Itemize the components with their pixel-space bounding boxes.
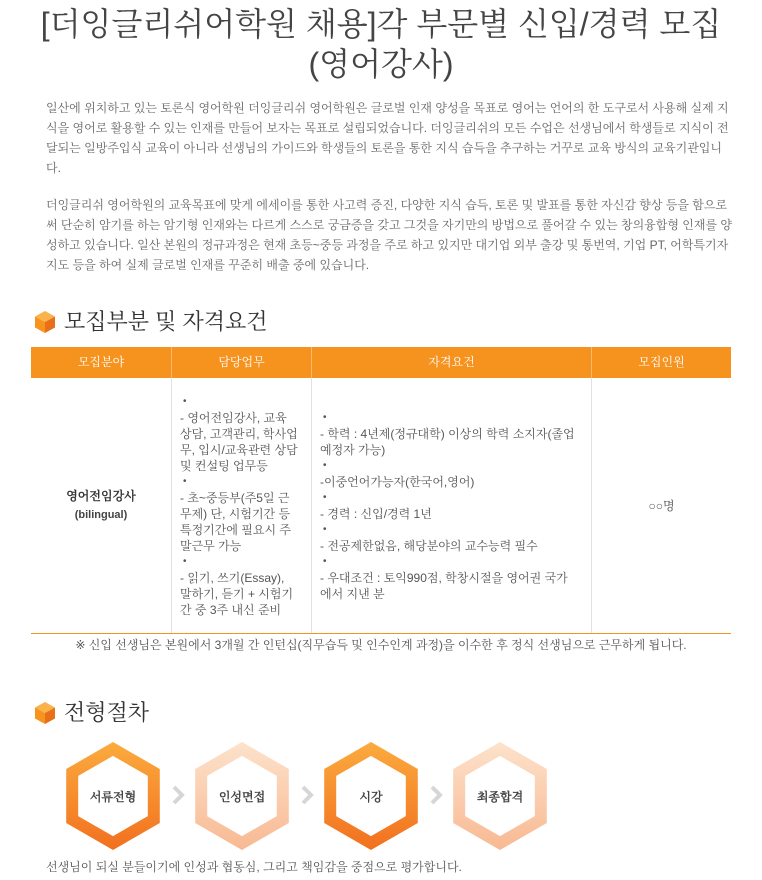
intro-text — [46, 98, 732, 275]
qualification-item: - 학력 : 4년제(정규대학) 이상의 학력 소지자(졸업예정자 가능) — [320, 426, 575, 457]
intro-paragraph: 일산에 위치하고 있는 토론식 영어학원 더잉글리쉬 영어학원은 글로벌 인재 양성을 목표로 영어는 언어의 한 도구로서 사용해 실제 지식을 영어로 활용할 수 있는 인재를 만들어 보자는 목표로 설립되었습니다. 더잉글리쉬의 모든 수업은 선생님에서 학생들로 지식이 전달되는 일방주입식 교육이 아니라 선생님의 가이드와 학생들의 토론을 통한 지식 습득을 추구하는 거꾸로 교육 방식의 교육기관입니다. — [46, 101, 729, 175]
step-label: 서류전형 — [89, 789, 137, 804]
list-bullet: • — [323, 555, 327, 567]
process-step — [453, 742, 547, 850]
list-bullet: • — [323, 491, 327, 503]
process-steps — [0, 742, 762, 850]
process-step — [195, 742, 289, 850]
list-bullet: • — [183, 555, 187, 567]
step-label: 시강 — [359, 789, 383, 804]
field-note: (bilingual) — [74, 508, 128, 521]
cell-qualifications — [312, 378, 592, 633]
list-bullet: • — [183, 395, 187, 407]
qualification-item: - 전공제한없음, 해당분야의 교수능력 필수 — [320, 538, 538, 553]
column-header-headcount: 모집인원 — [638, 355, 685, 369]
closing-text: 선생님이 되실 분들이기에 인성과 협동심, 그리고 책임감을 중점으로 평가합니다. — [46, 860, 462, 874]
list-bullet: • — [323, 523, 327, 535]
process-step — [66, 742, 160, 850]
qualification-item: - 우대조건 : 토익990점, 학창시절을 영어권 국가에서 지낸 분 — [320, 570, 568, 601]
list-bullet: • — [183, 475, 187, 487]
requirements-table — [31, 347, 731, 634]
orange-hexagon-icon — [35, 702, 55, 724]
headcount-value: ○○명 — [648, 499, 675, 513]
step-label: 인성면접 — [218, 789, 266, 804]
list-bullet: • — [323, 459, 327, 471]
table-header-row — [31, 347, 731, 378]
column-header-field: 모집분야 — [31, 347, 172, 378]
cell-headcount — [592, 378, 731, 633]
table-row — [31, 378, 731, 634]
qualification-item: -이중언어가능자(한국어,영어) — [320, 474, 475, 489]
orange-hexagon-icon — [35, 311, 55, 333]
duty-item: - 영어전임강사, 교육상담, 고객관리, 학사업무, 입시/교육관련 상담 및 컨설팅 업무등 — [180, 410, 298, 473]
section-heading-requirements — [34, 310, 454, 334]
chevron-right-icon — [429, 785, 443, 805]
section-title: 전형절차 — [64, 700, 150, 725]
list-bullet: • — [323, 411, 327, 423]
column-header-qualifications: 자격요건 — [312, 347, 592, 378]
qualification-item: - 경력 : 신입/경력 1년 — [320, 506, 432, 521]
chevron-right-icon — [171, 785, 185, 805]
section-title: 모집부분 및 자격요건 — [64, 309, 268, 334]
duty-item: - 읽기, 쓰기(Essay), 말하기, 듣기 + 시험기간 중 3주 내신 준비 — [180, 570, 294, 617]
intro-paragraph: 더잉글리쉬 영어학원의 교육목표에 맞게 에세이를 통한 사고력 증진, 다양한 지식 습득, 토론 및 발표를 통한 자신감 향상 등을 함으로써 단순히 암기를 하는 암기형 인재와는 다르게 스스로 궁금증을 갖고 그것을 자기만의 방법으로 풀어갈 수 있는 창의융합형 인재를 양성하고 있습니다. 일산 본원의 정규과정은 현재 초등~중등 과정을 주로 하고 있지만 대기업 외부 출강 및 통번역, 기업 PT, 어학특기자 지도 등을 하여 실제 글로벌 인재를 꾸준히 배출 중에 있습니다. — [46, 198, 732, 272]
chevron-right-icon — [300, 785, 314, 805]
section-heading-process — [34, 701, 454, 725]
duty-item: - 초~중등부(주5일 근무제) 단, 시험기간 등 특정기간에 필요시 주말근무 가능 — [180, 490, 291, 553]
step-label: 최종합격 — [476, 789, 524, 804]
cell-field — [31, 378, 172, 633]
cell-duties — [172, 378, 312, 633]
field-name: 영어전임강사 — [66, 488, 136, 503]
column-header-duties: 담당업무 — [172, 347, 312, 378]
internship-note: ※ 신입 선생님은 본원에서 3개월 간 인턴십(직무습득 및 인수인계 과정)을 이수한 후 정식 선생님으로 근무하게 됩니다. — [75, 638, 687, 652]
process-step — [324, 742, 418, 850]
page-title: [더잉글리쉬어학원 채용]각 부문별 신입/경력 모집(영어강사) — [40, 6, 722, 82]
